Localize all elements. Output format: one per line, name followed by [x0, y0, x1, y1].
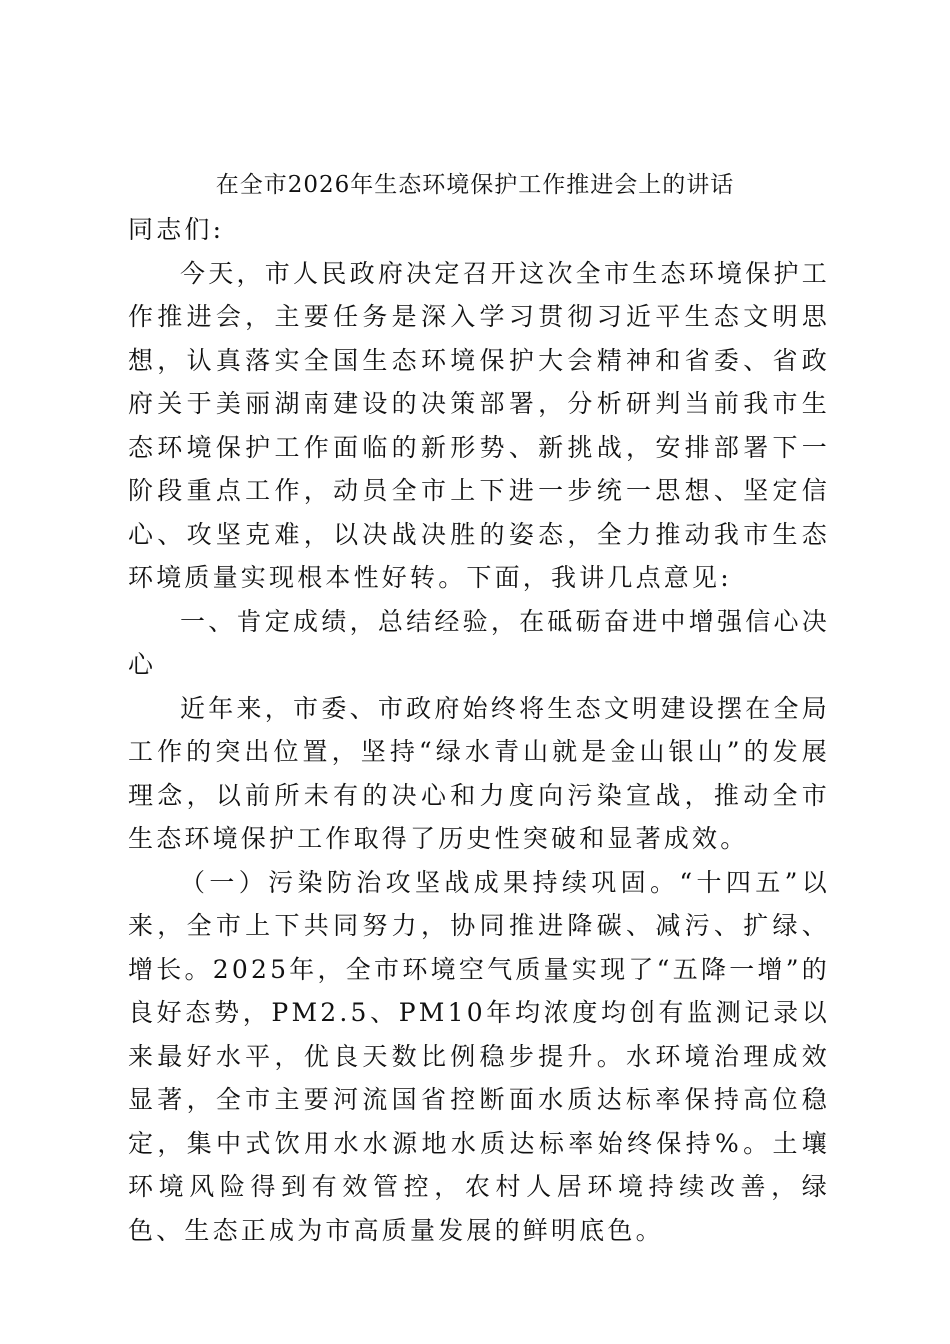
section-heading-1: 一、肯定成绩，总结经验，在砥砺奋进中增强信心决心 — [128, 606, 830, 679]
salutation: 同志们: — [128, 215, 225, 244]
paragraph-intro: 今天，市人民政府决定召开这次全市生态环境保护工作推进会，主要任务是深入学习贯彻习近平生态文明思想，认真落实全国生态环境保护大会精神和省委、省政府关于美丽湖南建设的决策部署，分析研判当前我市生态环境保护工作面临的新形势、新挑战，安排部署下一阶段重点工作，动员全市上下进一步统一思想、坚定信心、攻坚克难，以决战决胜的姿态，全力推动我市生态环境质量实现根本性好转。下面，我讲几点意见: — [128, 258, 830, 592]
document-title: 在全市2026年生态环境保护工作推进会上的讲话 — [215, 172, 735, 198]
paragraph-achievements: 近年来，市委、市政府始终将生态文明建设摆在全局工作的突出位置，坚持“绿水青山就是金山银山”的发展理念，以前所未有的决心和力度向污染宣战，推动全市生态环境保护工作取得了历史性突破和显著成效。 — [128, 693, 830, 853]
document-body — [128, 208, 830, 1252]
paragraph-pollution-control: （一）污染防治攻坚战成果持续巩固。“十四五”以来，全市上下共同努力，协同推进降碳、减污、扩绿、增长。2025年，全市环境空气质量实现了“五降一增”的良好态势，PM2.5、PM10年均浓度均创有监测记录以来最好水平，优良天数比例稳步提升。水环境治理成效显著，全市主要河流国省控断面水质达标率保持高位稳定，集中式饮用水水源地水质达标率始终保持%。土壤环境风险得到有效管控，农村人居环境持续改善，绿色、生态正成为市高质量发展的鲜明底色。 — [128, 867, 830, 1245]
